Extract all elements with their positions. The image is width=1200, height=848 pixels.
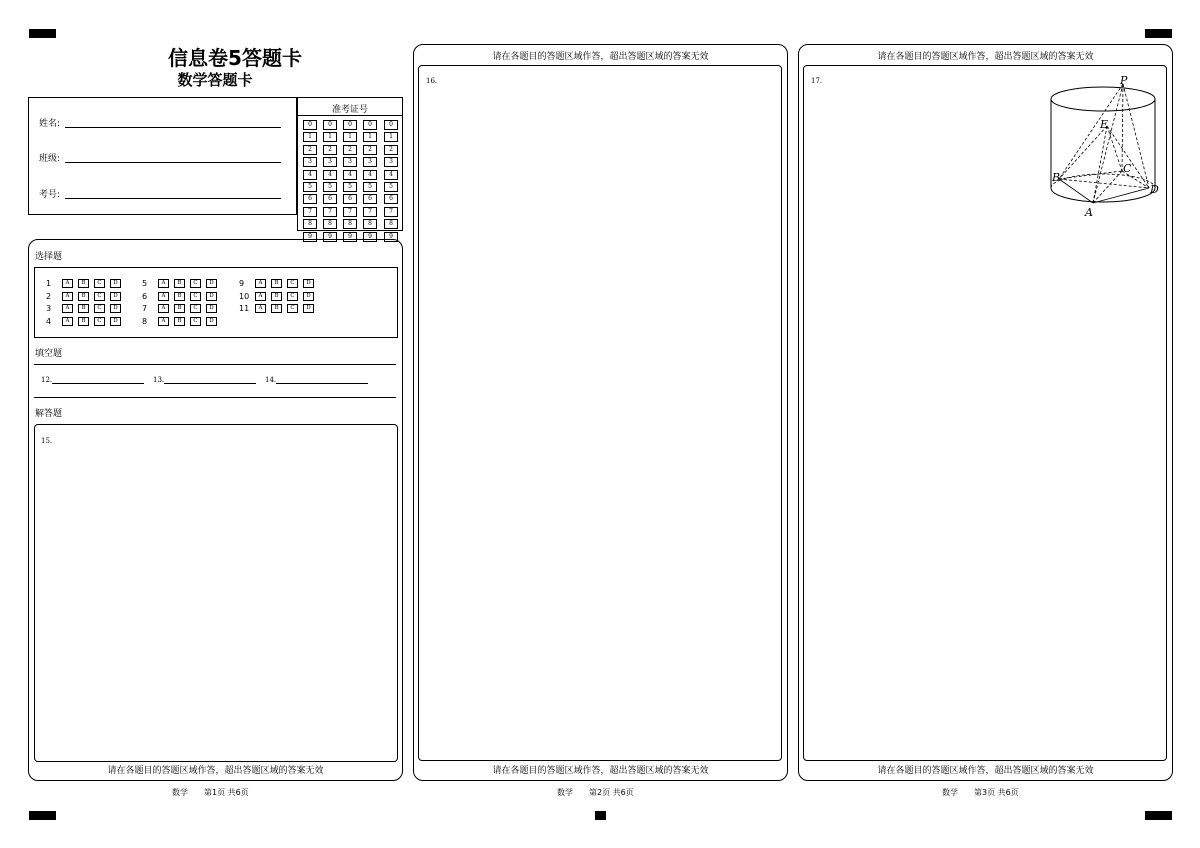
question-number: 1	[46, 279, 52, 288]
admission-digit-bubble[interactable]: 2	[343, 145, 357, 155]
vertex-label-e: E	[1100, 118, 1109, 131]
admission-digit-bubble[interactable]: 8	[384, 219, 398, 229]
alignment-marker-bottom-right	[1145, 811, 1172, 820]
question-number: 16.	[426, 77, 438, 85]
vertex-label-p: P	[1120, 74, 1128, 87]
edge-bd	[1059, 179, 1149, 188]
choice-question[interactable]	[142, 279, 222, 288]
choice-question[interactable]	[46, 292, 126, 301]
option-a[interactable]: A	[158, 292, 169, 301]
admission-digit-bubble[interactable]: 3	[343, 157, 357, 167]
admission-digit-column	[363, 120, 377, 244]
question-number: 6	[142, 291, 148, 301]
divider	[298, 115, 402, 116]
option-d[interactable]: D	[303, 304, 314, 313]
question-number: 14.	[265, 376, 277, 384]
question-number: 11	[239, 304, 250, 313]
admission-digit-bubble[interactable]: 4	[303, 170, 317, 180]
admission-digit-bubble[interactable]: 3	[303, 157, 317, 167]
option-c[interactable]: C	[94, 317, 105, 326]
choice-question[interactable]	[46, 317, 126, 326]
cylinder-top-ellipse	[1051, 87, 1155, 111]
geometry-figure	[1045, 72, 1165, 222]
option-c[interactable]: C	[287, 304, 298, 313]
vertex-label-d: D	[1150, 183, 1159, 196]
fill-blank-13[interactable]	[153, 376, 256, 384]
option-b[interactable]: B	[271, 279, 282, 288]
admission-digit-bubble[interactable]: 1	[343, 132, 357, 142]
edge-pb	[1059, 84, 1123, 179]
admission-digit-bubble[interactable]: 0	[343, 120, 357, 130]
option-d[interactable]: D	[303, 292, 314, 301]
answer-area-notice: 请在各题目的答题区域作答，超出答题区域的答案无效	[492, 766, 709, 776]
option-d[interactable]: D	[206, 317, 217, 326]
page-footer-1	[172, 787, 249, 798]
section-title-fill: 填空题	[35, 349, 63, 359]
class-label: 班级:	[39, 154, 61, 164]
option-a[interactable]: A	[255, 304, 266, 313]
exam-number-label: 考号:	[39, 190, 61, 200]
admission-digit-bubble[interactable]: 4	[323, 170, 337, 180]
choice-question[interactable]	[46, 279, 126, 288]
admission-digit-bubble[interactable]: 0	[363, 120, 377, 130]
choice-question[interactable]	[142, 317, 222, 326]
admission-digit-bubble[interactable]: 5	[363, 182, 377, 192]
admission-digit-bubble[interactable]: 8	[363, 219, 377, 229]
edge-ec	[1107, 126, 1122, 171]
blank-line[interactable]	[164, 376, 256, 384]
exam-number-field[interactable]	[65, 197, 281, 199]
option-d[interactable]: D	[110, 317, 121, 326]
question-number: 8	[142, 316, 148, 326]
alignment-marker-bottom-left	[29, 811, 56, 820]
question-number: 4	[46, 316, 52, 326]
admission-digit-bubble[interactable]: 1	[363, 132, 377, 142]
admission-digit-bubble[interactable]: 6	[343, 194, 357, 204]
admission-digit-bubble[interactable]: 5	[323, 182, 337, 192]
option-d[interactable]: D	[110, 304, 121, 313]
footer-subject: 数学	[557, 788, 573, 797]
admission-digit-column	[384, 120, 398, 244]
admission-digit-bubble[interactable]: 6	[384, 194, 398, 204]
option-d[interactable]: D	[303, 279, 314, 288]
option-a[interactable]: A	[62, 304, 73, 313]
footer-page: 第3页 共6页	[974, 788, 1019, 797]
footer-page: 第2页 共6页	[589, 788, 634, 797]
admission-digit-column	[343, 120, 357, 244]
admission-digit-bubble[interactable]: 2	[384, 145, 398, 155]
admission-digit-bubble[interactable]: 9	[303, 232, 317, 242]
footer-page: 第1页 共6页	[204, 788, 249, 797]
edge-pc	[1122, 84, 1123, 171]
edge-eb	[1059, 126, 1107, 179]
option-d[interactable]: D	[206, 292, 217, 301]
option-c[interactable]: C	[94, 304, 105, 313]
answer-area-notice: 请在各题目的答题区域作答，超出答题区域的答案无效	[107, 766, 324, 776]
admission-digit-bubble[interactable]: 9	[384, 232, 398, 242]
option-a[interactable]: A	[62, 317, 73, 326]
admission-digit-column	[323, 120, 337, 244]
admission-digit-bubble[interactable]: 5	[303, 182, 317, 192]
option-a[interactable]: A	[158, 279, 169, 288]
option-d[interactable]: D	[110, 279, 121, 288]
class-field[interactable]	[65, 161, 281, 163]
option-b[interactable]: B	[174, 304, 185, 313]
option-b[interactable]: B	[271, 304, 282, 313]
question-number: 17.	[811, 77, 823, 85]
option-b[interactable]: B	[174, 292, 185, 301]
multiple-choice-box	[34, 267, 398, 338]
option-c[interactable]: C	[94, 292, 105, 301]
page-title: 信息卷5答题卡	[168, 46, 302, 70]
option-a[interactable]: A	[255, 292, 266, 301]
admission-digit-bubble[interactable]: 5	[384, 182, 398, 192]
option-c[interactable]: C	[190, 292, 201, 301]
option-a[interactable]: A	[158, 317, 169, 326]
admission-digit-bubble[interactable]: 3	[363, 157, 377, 167]
vertex-label-a: A	[1085, 206, 1093, 219]
option-b[interactable]: B	[174, 317, 185, 326]
admission-digit-bubble[interactable]: 2	[363, 145, 377, 155]
divider	[34, 364, 396, 365]
option-b[interactable]: B	[78, 292, 89, 301]
option-b[interactable]: B	[78, 279, 89, 288]
option-a[interactable]: A	[255, 279, 266, 288]
admission-digit-bubble[interactable]: 4	[343, 170, 357, 180]
option-c[interactable]: C	[190, 279, 201, 288]
alignment-marker-top-right	[1145, 29, 1172, 38]
divider	[34, 397, 396, 398]
choice-question[interactable]	[239, 279, 319, 288]
blank-line[interactable]	[276, 376, 368, 384]
answer-area-notice: 请在各题目的答题区域作答，超出答题区域的答案无效	[877, 52, 1094, 62]
admission-digit-bubble[interactable]: 2	[303, 145, 317, 155]
answer-area-notice: 请在各题目的答题区域作答，超出答题区域的答案无效	[492, 52, 709, 62]
admission-digit-bubble[interactable]: 7	[343, 207, 357, 217]
question-number: 15.	[41, 437, 53, 445]
admission-digit-bubble[interactable]: 6	[323, 194, 337, 204]
admission-digit-bubble[interactable]: 9	[363, 232, 377, 242]
admission-digit-bubble[interactable]: 3	[384, 157, 398, 167]
edge-ea	[1093, 126, 1107, 203]
answer-area-notice: 请在各题目的答题区域作答，超出答题区域的答案无效	[877, 766, 1094, 776]
admission-digit-bubble[interactable]: 7	[323, 207, 337, 217]
admission-digit-bubble[interactable]: 0	[384, 120, 398, 130]
admission-digit-bubble[interactable]: 6	[303, 194, 317, 204]
option-a[interactable]: A	[62, 279, 73, 288]
admission-digit-bubble[interactable]: 1	[303, 132, 317, 142]
admission-number-title: 准考证号	[331, 105, 368, 115]
admission-digit-bubble[interactable]: 7	[384, 207, 398, 217]
admission-digit-bubble[interactable]: 0	[323, 120, 337, 130]
admission-digit-bubble[interactable]: 6	[363, 194, 377, 204]
admission-digit-bubble[interactable]: 7	[303, 207, 317, 217]
choice-question[interactable]	[142, 292, 222, 301]
footer-subject: 数学	[172, 788, 188, 797]
question-number: 9	[239, 279, 245, 288]
admission-number-box	[297, 97, 403, 240]
option-d[interactable]: D	[110, 292, 121, 301]
answer-area-16[interactable]	[418, 65, 782, 761]
name-field[interactable]	[65, 126, 281, 128]
admission-digit-bubble[interactable]: 3	[323, 157, 337, 167]
option-c[interactable]: C	[190, 317, 201, 326]
admission-digit-bubble[interactable]: 1	[323, 132, 337, 142]
name-label: 姓名:	[39, 119, 61, 129]
admission-digit-column	[303, 120, 317, 244]
option-d[interactable]: D	[206, 304, 217, 313]
option-a[interactable]: A	[158, 304, 169, 313]
choice-question[interactable]	[239, 304, 319, 313]
question-number: 5	[142, 279, 148, 288]
admission-digit-bubble[interactable]: 5	[343, 182, 357, 192]
page-footer-2	[557, 787, 634, 798]
option-b[interactable]: B	[78, 304, 89, 313]
question-number: 10	[239, 291, 250, 301]
section-title-answer: 解答题	[35, 409, 63, 419]
option-b[interactable]: B	[271, 292, 282, 301]
choice-question[interactable]	[46, 304, 126, 313]
cylinder-bottom-back	[1051, 174, 1155, 188]
page-footer-3	[942, 787, 1019, 798]
fill-blank-12[interactable]	[41, 376, 144, 384]
admission-digit-bubble[interactable]: 0	[303, 120, 317, 130]
vertex-label-c: C	[1123, 162, 1132, 175]
edge-ab	[1059, 179, 1093, 203]
admission-digit-bubble[interactable]: 9	[323, 232, 337, 242]
option-b[interactable]: B	[78, 317, 89, 326]
admission-digit-bubble[interactable]: 7	[363, 207, 377, 217]
admission-digit-bubble[interactable]: 4	[363, 170, 377, 180]
admission-digit-bubble[interactable]: 8	[303, 219, 317, 229]
question-number: 7	[142, 304, 148, 313]
option-c[interactable]: C	[287, 292, 298, 301]
admission-digit-bubble[interactable]: 2	[323, 145, 337, 155]
choice-question[interactable]	[142, 304, 222, 313]
answer-area-15[interactable]	[34, 424, 398, 762]
option-c[interactable]: C	[190, 304, 201, 313]
student-info-box	[28, 97, 297, 215]
admission-digit-bubble[interactable]: 8	[343, 219, 357, 229]
choice-question[interactable]	[239, 292, 319, 301]
option-b[interactable]: B	[174, 279, 185, 288]
option-c[interactable]: C	[94, 279, 105, 288]
question-number: 12.	[41, 376, 53, 384]
question-number: 13.	[153, 376, 165, 384]
footer-subject: 数学	[942, 788, 958, 797]
option-a[interactable]: A	[62, 292, 73, 301]
alignment-marker-bottom-center	[595, 811, 606, 820]
section-title-choice: 选择题	[35, 252, 63, 262]
alignment-marker-top-left	[29, 29, 56, 38]
admission-digit-bubble[interactable]: 4	[384, 170, 398, 180]
cylinder-bottom-front	[1051, 188, 1155, 202]
option-c[interactable]: C	[287, 279, 298, 288]
page-subtitle: 数学答题卡	[177, 71, 253, 89]
fill-blank-14[interactable]	[265, 376, 368, 384]
vertex-label-b: B	[1052, 171, 1061, 184]
question-number: 2	[46, 291, 52, 301]
option-d[interactable]: D	[206, 279, 217, 288]
admission-digit-bubble[interactable]: 9	[343, 232, 357, 242]
blank-line[interactable]	[52, 376, 144, 384]
admission-digit-bubble[interactable]: 1	[384, 132, 398, 142]
admission-digit-bubble[interactable]: 8	[323, 219, 337, 229]
question-number: 3	[46, 304, 52, 313]
